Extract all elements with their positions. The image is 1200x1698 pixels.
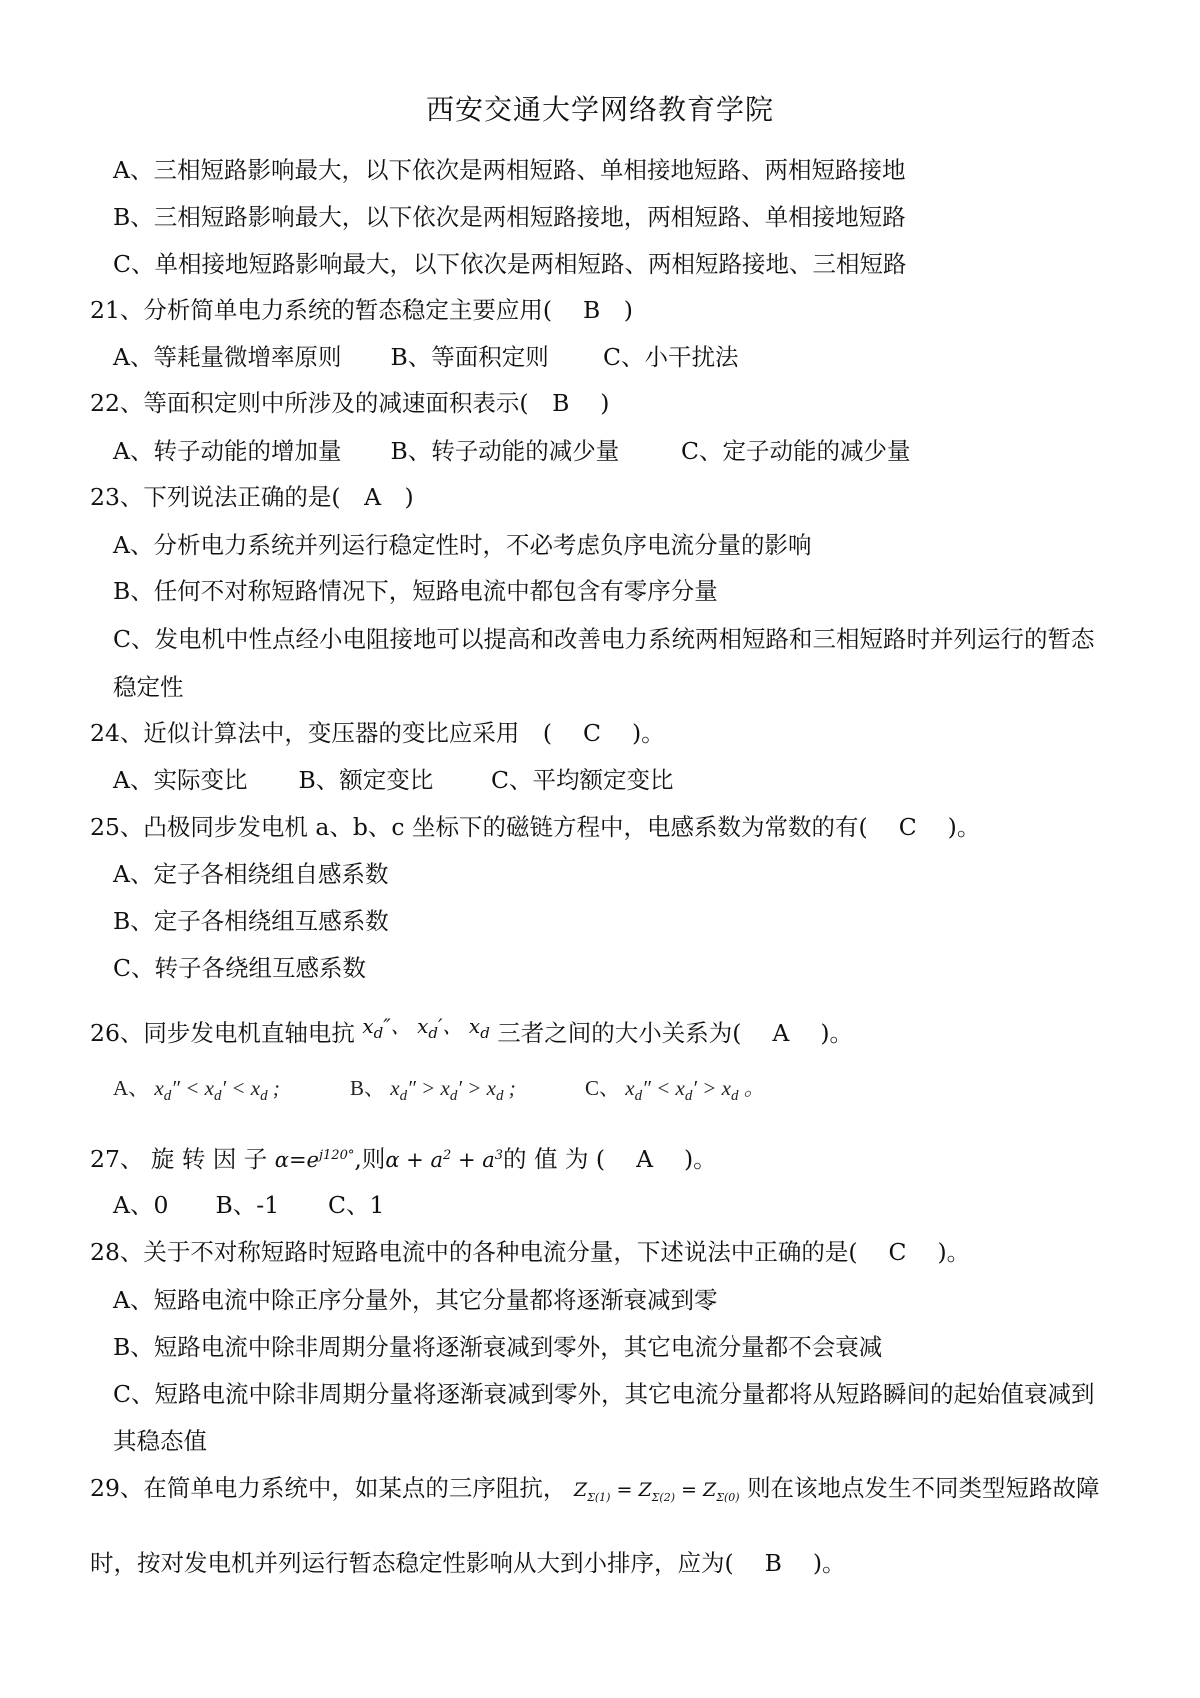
q27-stem-suffix: 的 值 为 ( A )。	[503, 1145, 717, 1173]
q24-options	[113, 765, 673, 795]
q22-option-c: C、定子动能的减少量	[680, 437, 911, 465]
q25-option-a: A、定子各相绕组自感系数	[113, 860, 389, 888]
q27-stem	[90, 1141, 717, 1175]
q27-stem-mid: ,则	[354, 1145, 386, 1173]
q22-stem: 22、等面积定则中所涉及的减速面积表示( B )	[90, 389, 610, 417]
q28-option-a: A、短路电流中除正序分量外，其它分量都将逐渐衰减到零	[113, 1286, 718, 1314]
q26-stem-suffix: 三者之间的大小关系为( A )。	[497, 1019, 854, 1047]
q22-option-a: A、转子动能的增加量	[113, 437, 342, 465]
q29-stem-suffix: 则在该地点发生不同类型短路故障	[747, 1474, 1100, 1502]
q27-stem-prefix: 27、 旋 转 因 子	[90, 1145, 268, 1173]
q25-stem: 25、凸极同步发电机 a、b、c 坐标下的磁链方程中，电感系数为常数的有( C )。	[90, 813, 981, 841]
q22-options	[113, 436, 910, 466]
q28-option-c: C、短路电流中除非周期分量将逐渐衰减到零外，其它电流分量都将从短路瞬间的起始值衰减到	[113, 1380, 1095, 1408]
q25-option-c: C、转子各绕组互感系数	[113, 954, 366, 982]
q26-option-c: C、 $x_d'' < x_d' > x_d$ 。	[585, 1076, 765, 1105]
q23-option-a: A、分析电力系统并列运行稳定性时，不必考虑负序电流分量的影响	[113, 531, 812, 559]
q24-stem: 24、近似计算法中，变压器的变比应采用 ( C )。	[90, 719, 665, 747]
q26-option-c-formula: $x_d'' < x_d' > x_d$ 。	[625, 1076, 765, 1105]
q23-stem: 23、下列说法正确的是( A )	[90, 483, 414, 511]
q27-option-c: C、1	[327, 1191, 385, 1219]
q27-option-a: A、0	[113, 1191, 169, 1219]
q24-option-c: C、平均额定变比	[490, 766, 674, 794]
sum-formula: $\alpha + a^2 + a^3$	[385, 1148, 504, 1172]
q27-options	[113, 1190, 384, 1220]
q24-option-a: A、实际变比	[113, 766, 248, 794]
q20-option-b: B、三相短路影响最大，以下依次是两相短路接地，两相短路、单相接地短路	[113, 203, 906, 231]
q23-option-b: B、任何不对称短路情况下，短路电流中都包含有零序分量	[113, 577, 718, 605]
q29-stem	[90, 1473, 1100, 1513]
q26-option-b-formula: $x_d'' > x_d' > x_d$ ;	[390, 1076, 516, 1105]
q27-option-b: B、-1	[215, 1191, 280, 1219]
q20-option-c: C、单相接地短路影响最大，以下依次是两相短路、两相短路接地、三相短路	[113, 250, 907, 278]
q29-stem-line2: 时，按对发电机并列运行暂态稳定性影响从大到小排序，应为( B )。	[90, 1549, 846, 1577]
q26-stem	[90, 1014, 854, 1056]
q25-option-b: B、定子各相绕组互感系数	[113, 907, 389, 935]
q21-option-b: B、等面积定则	[390, 343, 549, 371]
q28-stem: 28、关于不对称短路时短路电流中的各种电流分量，下述说法中正确的是( C )。	[90, 1238, 971, 1266]
q26-stem-prefix: 26、同步发电机直轴电抗	[90, 1019, 355, 1047]
q23-option-c: C、发电机中性点经小电阻接地可以提高和改善电力系统两相短路和三相短路时并列运行的暂态	[113, 625, 1095, 653]
q26-option-a-formula: $x_d'' < x_d' < x_d$ ;	[154, 1076, 280, 1105]
sequence-impedance-formula: $Z_{\Sigma(1)} = Z_{\Sigma(2)} = Z_{\Sigma(0)}$	[573, 1479, 740, 1504]
q21-option-c: C、小干扰法	[602, 343, 739, 371]
q28-option-c-continued: 其稳态值	[113, 1427, 207, 1455]
q21-options	[113, 342, 738, 372]
page-title: 西安交通大学网络教育学院	[425, 93, 774, 126]
q29-stem-prefix: 29、在简单电力系统中，如某点的三序阻抗，	[90, 1474, 567, 1502]
reactance-symbols-formula: $x_d''$、 $x_d'$、 $x_d$	[362, 1014, 490, 1042]
q28-option-b: B、短路电流中除非周期分量将逐渐衰减到零外，其它电流分量都不会衰减	[113, 1333, 883, 1361]
q20-option-a: A、三相短路影响最大，以下依次是两相短路、单相接地短路、两相短路接地	[113, 156, 906, 184]
rotation-factor-formula: $\alpha=e^{j120^\circ}$	[274, 1148, 355, 1172]
q23-option-c-continued: 稳定性	[113, 673, 184, 701]
q21-option-a: A、等耗量微增率原则	[113, 343, 342, 371]
q22-option-b: B、转子动能的减少量	[390, 437, 620, 465]
q21-stem: 21、分析简单电力系统的暂态稳定主要应用( B )	[90, 296, 633, 324]
q26-option-a: A、 $x_d'' < x_d' < x_d$ ;	[113, 1076, 280, 1105]
q26-option-b: B、 $x_d'' > x_d' > x_d$ ;	[350, 1076, 516, 1105]
q24-option-b: B、额定变比	[298, 766, 434, 794]
